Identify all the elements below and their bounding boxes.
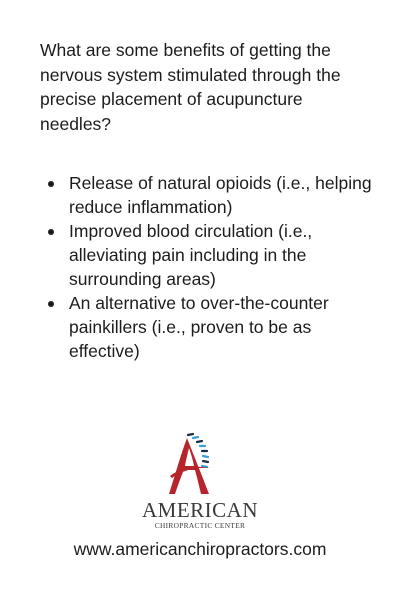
american-chiropractic-logo <box>138 432 262 534</box>
benefits-list <box>48 171 378 363</box>
spine-a-icon <box>166 432 216 500</box>
bullet-icon <box>48 181 54 187</box>
list-item-text: Release of natural opioids (i.e., helping reduce inflammation) <box>69 173 372 217</box>
logo-name: AMERICAN <box>141 498 258 522</box>
bullet-icon <box>48 229 54 235</box>
logo-subtitle: CHIROPRACTIC CENTER <box>154 521 246 530</box>
question-heading: What are some benefits of getting the nervous system stimulated through the precise placement of acupuncture needles? <box>40 40 341 134</box>
list-item <box>48 291 378 363</box>
list-item-text: An alternative to over-the-counter painkillers (i.e., proven to be as effective) <box>69 293 329 361</box>
website-link[interactable]: www.americanchiropractors.com <box>73 539 327 559</box>
list-item <box>48 171 378 219</box>
list-item <box>48 219 378 291</box>
list-item-text: Improved blood circulation (i.e., alleviating pain including in the surrounding areas) <box>69 221 313 289</box>
bullet-icon <box>48 301 54 307</box>
